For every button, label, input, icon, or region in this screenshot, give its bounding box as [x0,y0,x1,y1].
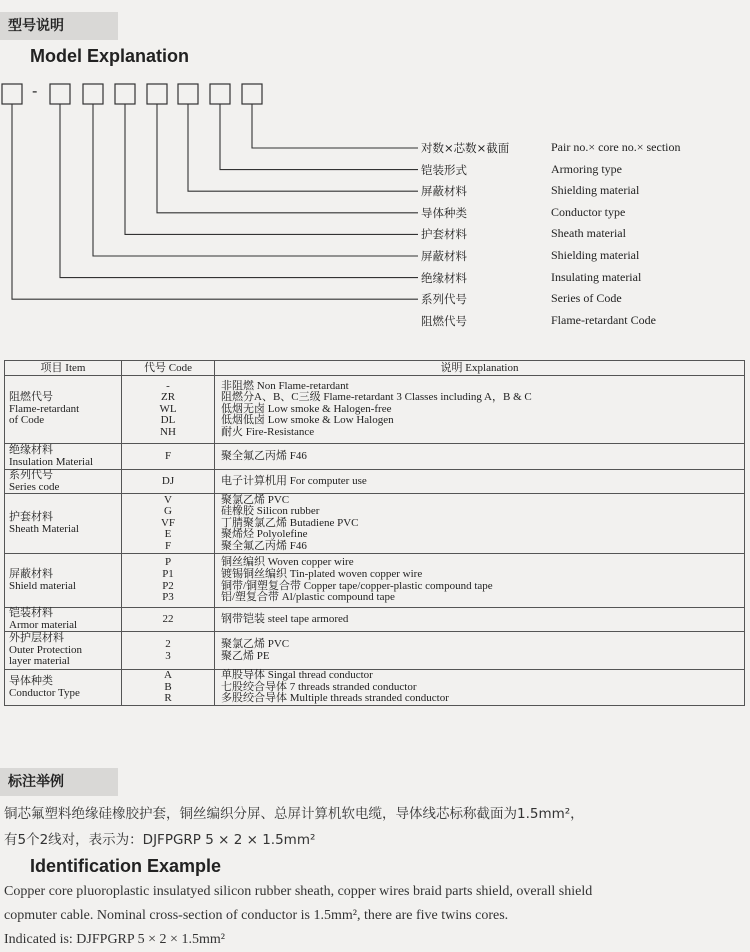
table-code-text: R [164,692,172,705]
code-box-1 [2,84,22,104]
table-item-text: Insulation Material [9,455,94,468]
table-item-text: Flame-retardant [9,402,80,415]
table-item-cell [5,608,122,632]
table-explanation-text: 单股导体 Singal thread conductor [221,669,373,682]
table-code-text: G [164,505,172,518]
example-en-line-2: copmuter cable. Nominal cross-section of conductor is 1.5mm², there are five twins cores. [4,908,509,923]
code-table-row [5,376,745,444]
table-item-text: Outer Protection [9,643,83,656]
table-code-text: - [166,379,170,392]
model-row-en-label: Pair no.× core no.× section [551,140,681,154]
example-cn-line-2: 有5个2线对，表示为：DJFPGRP 5 × 2 × 1.5mm² [4,832,316,848]
example-section-tag: 标注举例 [0,768,118,796]
table-explanation-text: 聚全氟乙丙烯 F46 [221,539,307,552]
table-item-text: Armor material [9,618,78,631]
code-table-row [5,470,745,494]
model-section-tag: 型号说明 [0,12,118,40]
model-row-cn-label: 系列代号 [421,292,467,307]
table-item-text: layer material [9,655,70,668]
table-code-cell [122,670,215,706]
model-row-en-label: Series of Code [551,291,622,306]
table-explanation-text: 聚烯烃 Polyolefine [221,528,308,541]
code-table-row [5,608,745,632]
table-code-text: B [164,680,172,693]
leader-line-1 [252,104,418,148]
code-table-row [5,444,745,470]
table-code-cell [122,554,215,608]
code-box-7 [210,84,230,104]
leader-line-6 [93,104,418,256]
model-row-en-label: Flame-retardant Code [551,312,656,327]
table-explanation-text: 聚全氟乙丙烯 F46 [221,449,307,462]
table-code-text: A [164,669,172,682]
table-item-text: 绝缘材料 [9,444,53,456]
table-code-text: DL [160,414,176,427]
table-item-text: Conductor Type [9,686,80,699]
model-row-cn-label: 屏蔽材料 [421,184,467,199]
code-box-5 [147,84,167,104]
code-table [4,360,745,706]
leader-line-4 [157,104,418,213]
model-row-en-label: Armoring type [551,161,622,176]
table-item-text: of Code [9,414,45,427]
header-explanation: 说明 Explanation [215,361,745,376]
model-row-en-label: Shielding material [551,183,640,198]
code-box-4 [115,84,135,104]
table-explanation-cell [215,632,745,670]
table-code-text: V [164,493,172,506]
table-explanation-text: 聚氯乙烯 PVC [221,637,290,650]
model-row-cn-label: 铠装形式 [421,162,467,177]
code-table-header [5,361,745,376]
table-explanation-cell [215,470,745,494]
table-code-cell [122,376,215,444]
table-item-text: 外护层材料 [9,632,64,645]
table-item-cell [5,494,122,554]
table-code-text: P2 [162,579,174,592]
table-code-text: DJ [161,474,175,487]
code-table-row [5,494,745,554]
table-item-text: 导体种类 [9,675,53,687]
table-code-cell [122,444,215,470]
table-item-cell [5,632,122,670]
model-code-prefix-dash: - [32,81,38,100]
code-box-8 [242,84,262,104]
model-code-diagram [0,74,750,334]
table-code-text: VF [160,516,176,529]
table-explanation-text: 七股绞合导体 7 threads stranded conductor [221,680,417,693]
table-item-cell [5,670,122,706]
table-code-cell [122,494,215,554]
table-code-cell [122,632,215,670]
model-row-cn-label: 护套材料 [421,227,467,242]
model-row-en-label: Insulating material [551,269,642,284]
model-row-en-label: Conductor type [551,204,626,219]
table-explanation-text: 铜丝编织 Woven copper wire [221,556,354,569]
table-code-text: WL [159,402,177,415]
table-code-text: E [164,528,172,541]
table-explanation-text: 聚氯乙烯 PVC [221,493,290,506]
table-item-cell [5,376,122,444]
table-explanation-cell [215,608,745,632]
table-explanation-text: 低烟低卤 Low smoke & Low Halogen [221,414,394,427]
model-row-cn-label: 屏蔽材料 [421,249,467,263]
example-en-line-3: Indicated is: DJFPGRP 5 × 2 × 1.5mm² [4,932,225,947]
table-explanation-cell [215,554,745,608]
table-explanation-text: 多股绞合导体 Multiple threads stranded conductor [221,692,449,705]
table-explanation-text: 电子计算机用 For computer use [221,474,367,487]
table-explanation-text: 耐火 Fire-Resistance [221,425,315,438]
model-row-cn-label: 对数×芯数×截面 [421,141,510,155]
table-code-text: ZR [160,391,176,404]
table-item-text: 阻燃代号 [9,391,53,404]
table-item-text: 铠装材料 [9,607,53,619]
table-item-text: Series code [9,480,60,493]
header-code: 代号 Code [122,361,215,376]
table-item-text: Sheath Material [9,522,79,535]
table-explanation-cell [215,494,745,554]
table-item-cell [5,444,122,470]
model-row-cn-label: 导体种类 [421,205,467,220]
code-table-row [5,670,745,706]
table-item-text: 屏蔽材料 [9,568,53,580]
code-table-row [5,554,745,608]
model-row-cn-label: 绝缘材料 [421,270,467,285]
example-en-line-1: Copper core pluoroplastic insulatyed silicon rubber sheath, copper wires braid parts shield, overall shield [4,884,593,899]
identification-example-heading: Identification Example [30,856,222,876]
table-item-cell [5,470,122,494]
table-explanation-text: 聚乙烯 PE [221,649,270,662]
model-row-en-label: Shielding material [551,248,640,262]
model-row-cn-label: 阻燃代号 [421,313,467,328]
leader-line-2 [220,104,418,170]
table-code-cell [122,608,215,632]
table-code-text: NH [160,425,176,438]
table-explanation-text: 硅橡胶 Silicon rubber [221,505,320,518]
table-explanation-text: 铝/塑复合带 Al/plastic compound tape [221,591,395,604]
table-code-text: P [164,556,172,569]
table-item-text: 系列代号 [9,469,53,481]
table-item-text: Shield material [9,579,76,592]
code-box-6 [178,84,198,104]
table-item-cell [5,554,122,608]
table-explanation-text: 阻燃分A、B、C三级 Flame-retardant 3 Classes including A，B & C [221,391,532,404]
table-explanation-text: 丁腈聚氯乙烯 Butadiene PVC [221,516,359,529]
table-code-text: P3 [162,591,174,604]
table-code-text: 3 [165,649,171,662]
example-cn-line-1: 铜芯氟塑料绝缘硅橡胶护套，铜丝编织分屏、总屏计算机软电缆，导体线芯标称截面为1.5mm²， [4,806,584,822]
leader-line-8 [12,104,418,299]
code-table-row [5,632,745,670]
header-item: 项目 Item [5,361,122,376]
table-code-text: 22 [162,612,174,625]
model-explanation-heading: Model Explanation [30,46,190,66]
table-item-text: 护套材料 [9,511,53,523]
model-row-en-label: Sheath material [551,226,626,241]
table-explanation-cell [215,670,745,706]
table-explanation-text: 钢带铠装 steel tape armored [221,612,349,625]
table-explanation-text: 非阻燃 Non Flame-retardant [221,379,349,392]
table-code-text: 2 [165,637,171,650]
code-box-2 [50,84,70,104]
table-code-text: P1 [162,567,174,580]
table-code-cell [122,470,215,494]
table-explanation-cell [215,376,745,444]
table-explanation-text: 铜带/铜塑复合带 Copper tape/copper-plastic compound tape [221,579,493,592]
table-code-text: F [164,539,172,552]
code-box-3 [83,84,103,104]
table-explanation-text: 低烟无卤 Low smoke & Halogen-free [221,402,392,415]
table-explanation-text: 镀锡铜丝编织 Tin-plated woven copper wire [221,567,423,580]
table-code-text: F [164,449,172,462]
table-explanation-cell [215,444,745,470]
